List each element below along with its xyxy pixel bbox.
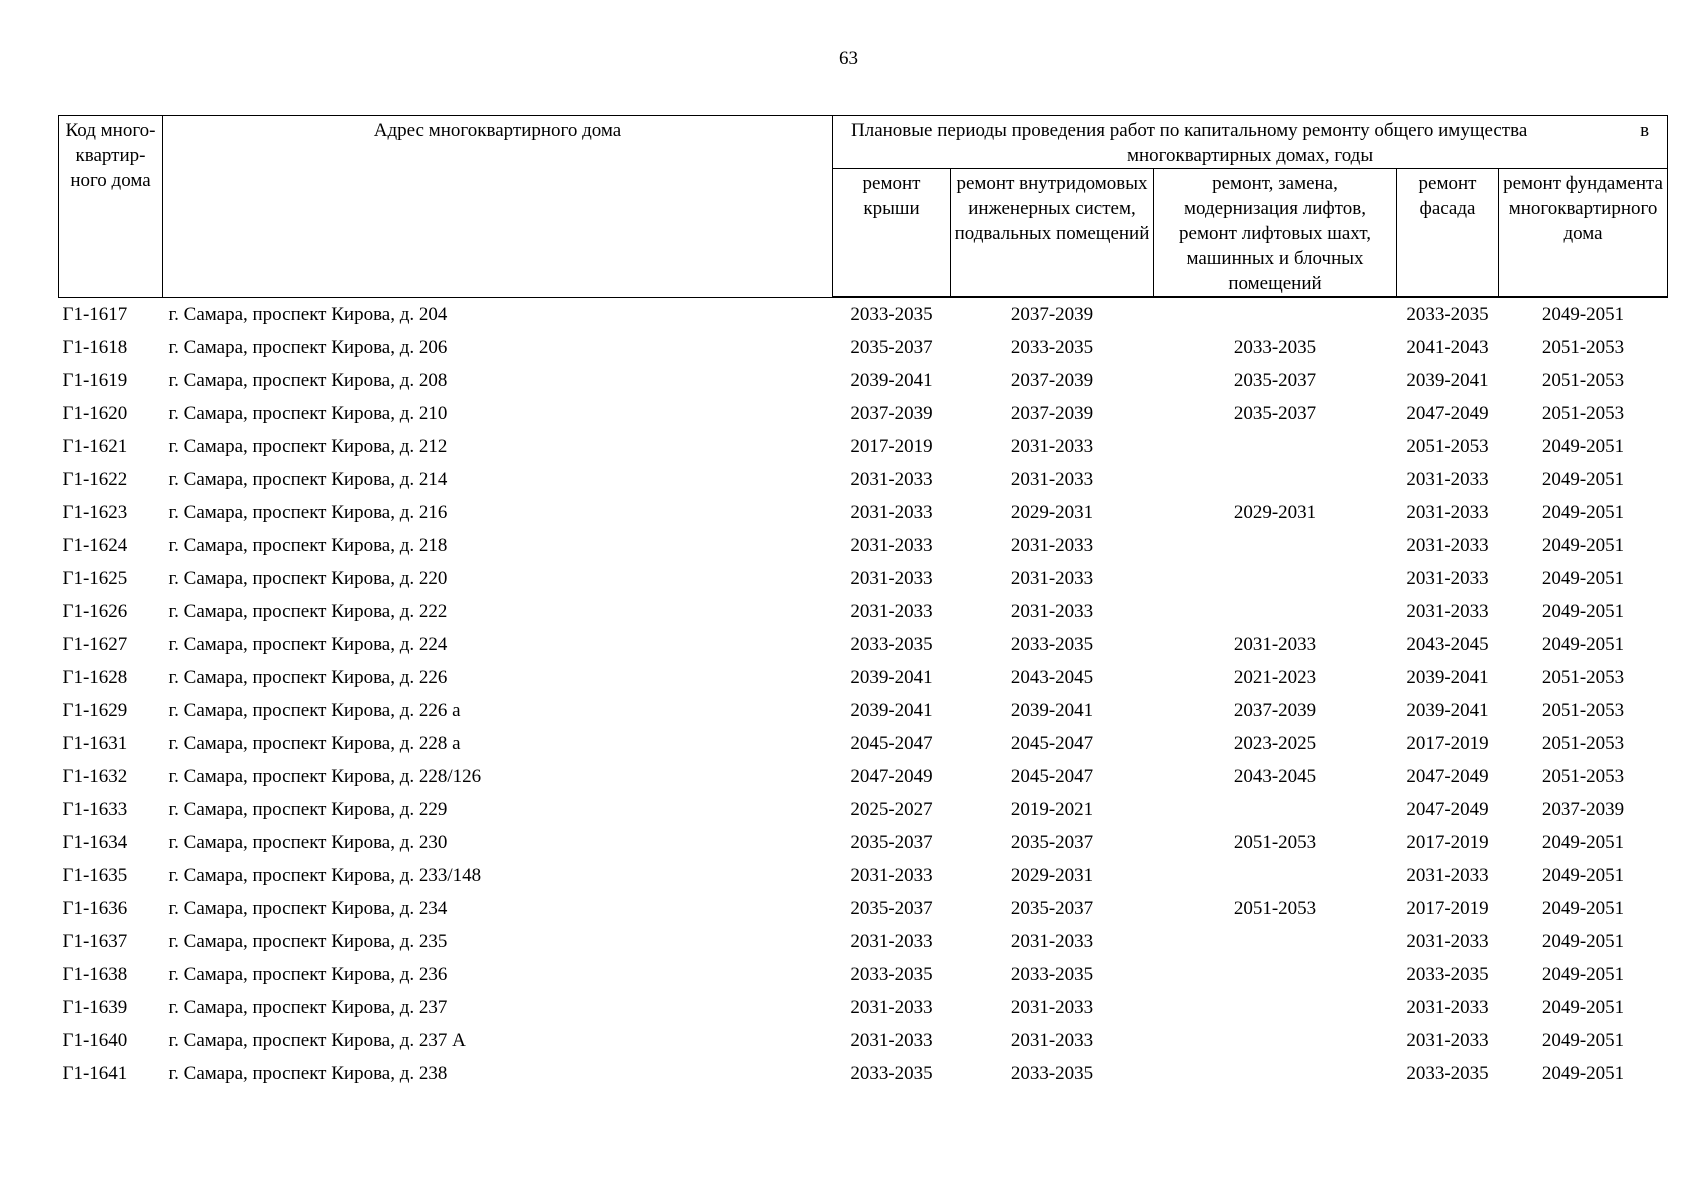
cell-lifts: 2033-2035 bbox=[1233, 337, 1317, 358]
cell-engineering: 2031-2033 bbox=[1010, 436, 1094, 457]
cell-lifts bbox=[1154, 463, 1397, 496]
cell-roof: 2025-2027 bbox=[850, 799, 933, 820]
cell-engineering: 2037-2039 bbox=[1010, 403, 1094, 424]
header-foundation: ремонт фундамента многоквартирного дома bbox=[1499, 169, 1668, 298]
cell-address: г. Самара, проспект Кирова, д. 204 bbox=[168, 303, 448, 325]
cell-foundation: 2037-2039 bbox=[1541, 799, 1625, 820]
cell-facade: 2039-2041 bbox=[1406, 370, 1489, 391]
cell-roof: 2039-2041 bbox=[850, 700, 933, 721]
cell-lifts: 2029-2031 bbox=[1233, 502, 1317, 523]
cell-facade: 2033-2035 bbox=[1406, 304, 1489, 325]
cell-facade: 2041-2043 bbox=[1406, 337, 1489, 358]
cell-roof: 2031-2033 bbox=[850, 1030, 933, 1051]
cell-address: г. Самара, проспект Кирова, д. 216 bbox=[168, 502, 448, 523]
cell-foundation: 2049-2051 bbox=[1541, 601, 1625, 622]
cell-address: г. Самара, проспект Кирова, д. 220 bbox=[168, 568, 448, 589]
cell-code: Г1-1620 bbox=[62, 403, 128, 424]
cell-facade: 2031-2033 bbox=[1406, 931, 1489, 952]
cell-facade: 2047-2049 bbox=[1406, 766, 1489, 787]
table-row bbox=[59, 595, 1668, 628]
cell-roof: 2035-2037 bbox=[850, 832, 933, 853]
cell-code: Г1-1641 bbox=[62, 1063, 128, 1084]
cell-lifts bbox=[1154, 595, 1397, 628]
header-lifts: ремонт, замена, модернизация лифтов, ремонт лифтовых шахт, машинных и блочных помещений bbox=[1154, 169, 1397, 298]
cell-code: Г1-1621 bbox=[62, 436, 128, 457]
cell-address: г. Самара, проспект Кирова, д. 238 bbox=[168, 1063, 448, 1084]
cell-facade: 2031-2033 bbox=[1406, 535, 1489, 556]
header-planned-periods-line2: многоквартирных домах, годы bbox=[1126, 145, 1374, 166]
cell-facade: 2031-2033 bbox=[1406, 502, 1489, 523]
table-row bbox=[59, 661, 1668, 694]
cell-code: Г1-1634 bbox=[62, 832, 128, 853]
cell-engineering: 2039-2041 bbox=[1010, 700, 1094, 721]
cell-foundation: 2049-2051 bbox=[1541, 898, 1625, 919]
table-row bbox=[59, 529, 1668, 562]
cell-roof: 2031-2033 bbox=[850, 931, 933, 952]
cell-address: г. Самара, проспект Кирова, д. 214 bbox=[168, 469, 448, 490]
table-row bbox=[59, 760, 1668, 793]
cell-address: г. Самара, проспект Кирова, д. 226 а bbox=[168, 700, 461, 721]
header-facade: ремонт фасада bbox=[1397, 169, 1499, 298]
cell-foundation: 2049-2051 bbox=[1541, 865, 1625, 886]
table-row bbox=[59, 496, 1668, 529]
cell-address: г. Самара, проспект Кирова, д. 224 bbox=[168, 634, 448, 655]
cell-foundation: 2049-2051 bbox=[1541, 1030, 1625, 1051]
cell-address: г. Самара, проспект Кирова, д. 206 bbox=[168, 337, 448, 358]
cell-facade: 2047-2049 bbox=[1406, 403, 1489, 424]
cell-engineering: 2037-2039 bbox=[1010, 304, 1094, 325]
cell-lifts: 2043-2045 bbox=[1233, 766, 1317, 787]
cell-facade: 2051-2053 bbox=[1406, 436, 1489, 457]
header-engineering: ремонт внутридомовых инженерных систем, подвальных помещений bbox=[951, 169, 1154, 298]
cell-code: Г1-1633 bbox=[62, 799, 128, 820]
cell-address: г. Самара, проспект Кирова, д. 228 а bbox=[168, 733, 461, 754]
table-header bbox=[59, 116, 1668, 298]
cell-facade: 2031-2033 bbox=[1406, 469, 1489, 490]
cell-lifts bbox=[1154, 991, 1397, 1024]
cell-roof: 2035-2037 bbox=[850, 898, 933, 919]
cell-lifts: 2051-2053 bbox=[1233, 898, 1317, 919]
cell-engineering: 2035-2037 bbox=[1010, 832, 1094, 853]
table-row bbox=[59, 628, 1668, 661]
cell-lifts bbox=[1154, 297, 1397, 331]
cell-engineering: 2031-2033 bbox=[1010, 1030, 1094, 1051]
cell-lifts: 2037-2039 bbox=[1233, 700, 1317, 721]
cell-address: г. Самара, проспект Кирова, д. 222 bbox=[168, 601, 448, 622]
cell-facade: 2031-2033 bbox=[1406, 568, 1489, 589]
cell-foundation: 2049-2051 bbox=[1541, 469, 1625, 490]
cell-address: г. Самара, проспект Кирова, д. 237 А bbox=[168, 1030, 466, 1051]
cell-address: г. Самара, проспект Кирова, д. 208 bbox=[168, 370, 448, 391]
cell-lifts bbox=[1154, 1057, 1397, 1090]
cell-engineering: 2031-2033 bbox=[1010, 931, 1094, 952]
cell-engineering: 2031-2033 bbox=[1010, 601, 1094, 622]
cell-roof: 2047-2049 bbox=[850, 766, 933, 787]
cell-lifts: 2051-2053 bbox=[1233, 832, 1317, 853]
cell-address: г. Самара, проспект Кирова, д. 234 bbox=[168, 898, 448, 919]
cell-foundation: 2049-2051 bbox=[1541, 502, 1625, 523]
cell-engineering: 2031-2033 bbox=[1010, 568, 1094, 589]
cell-engineering: 2031-2033 bbox=[1010, 997, 1094, 1018]
cell-code: Г1-1629 bbox=[62, 700, 128, 721]
cell-address: г. Самара, проспект Кирова, д. 218 bbox=[168, 535, 448, 556]
cell-code: Г1-1639 bbox=[62, 997, 128, 1018]
cell-roof: 2031-2033 bbox=[850, 601, 933, 622]
cell-facade: 2043-2045 bbox=[1406, 634, 1489, 655]
cell-code: Г1-1618 bbox=[62, 337, 128, 358]
cell-foundation: 2049-2051 bbox=[1541, 634, 1625, 655]
cell-address: г. Самара, проспект Кирова, д. 210 bbox=[168, 403, 448, 424]
table-row bbox=[59, 859, 1668, 892]
cell-roof: 2039-2041 bbox=[850, 370, 933, 391]
cell-address: г. Самара, проспект Кирова, д. 212 bbox=[168, 436, 448, 457]
capital-repair-table bbox=[58, 115, 1668, 1090]
cell-code: Г1-1619 bbox=[62, 370, 128, 391]
header-roof: ремонт крыши bbox=[833, 169, 951, 298]
cell-engineering: 2045-2047 bbox=[1010, 733, 1094, 754]
table-row bbox=[59, 430, 1668, 463]
table-row bbox=[59, 991, 1668, 1024]
cell-lifts bbox=[1154, 925, 1397, 958]
cell-roof: 2031-2033 bbox=[850, 535, 933, 556]
cell-facade: 2033-2035 bbox=[1406, 1063, 1489, 1084]
cell-lifts bbox=[1154, 430, 1397, 463]
cell-lifts: 2031-2033 bbox=[1233, 634, 1317, 655]
cell-code: Г1-1636 bbox=[62, 898, 128, 919]
cell-lifts bbox=[1154, 859, 1397, 892]
table-row bbox=[59, 331, 1668, 364]
table-row bbox=[59, 1057, 1668, 1090]
cell-facade: 2031-2033 bbox=[1406, 601, 1489, 622]
table-row bbox=[59, 892, 1668, 925]
cell-roof: 2031-2033 bbox=[850, 865, 933, 886]
table-row bbox=[59, 958, 1668, 991]
cell-code: Г1-1622 bbox=[62, 469, 128, 490]
table-row bbox=[59, 694, 1668, 727]
cell-engineering: 2033-2035 bbox=[1010, 337, 1094, 358]
cell-roof: 2033-2035 bbox=[850, 964, 933, 985]
cell-code: Г1-1627 bbox=[62, 634, 128, 655]
cell-foundation: 2051-2053 bbox=[1541, 403, 1625, 424]
cell-roof: 2033-2035 bbox=[850, 304, 933, 325]
table-row bbox=[59, 562, 1668, 595]
cell-code: Г1-1626 bbox=[62, 601, 128, 622]
cell-foundation: 2049-2051 bbox=[1541, 997, 1625, 1018]
cell-engineering: 2029-2031 bbox=[1010, 865, 1094, 886]
header-planned-periods-line1: Плановые периоды проведения работ по капитальному ремонту общего имущества bbox=[851, 120, 1528, 141]
cell-code: Г1-1624 bbox=[62, 535, 128, 556]
cell-code: Г1-1638 bbox=[62, 964, 128, 985]
cell-code: Г1-1635 bbox=[62, 865, 128, 886]
cell-address: г. Самара, проспект Кирова, д. 233/148 bbox=[168, 865, 482, 886]
cell-roof: 2033-2035 bbox=[850, 634, 933, 655]
cell-address: г. Самара, проспект Кирова, д. 228/126 bbox=[168, 766, 482, 787]
cell-engineering: 2043-2045 bbox=[1010, 667, 1094, 688]
cell-address: г. Самара, проспект Кирова, д. 237 bbox=[168, 997, 448, 1018]
table-row bbox=[59, 1024, 1668, 1057]
cell-engineering: 2031-2033 bbox=[1010, 469, 1094, 490]
cell-code: Г1-1623 bbox=[62, 502, 128, 523]
cell-foundation: 2051-2053 bbox=[1541, 700, 1625, 721]
cell-roof: 2033-2035 bbox=[850, 1063, 933, 1084]
cell-lifts bbox=[1154, 793, 1397, 826]
header-code: Код много-квартир-ного дома bbox=[59, 116, 163, 298]
cell-lifts: 2021-2023 bbox=[1233, 667, 1317, 688]
cell-facade: 2031-2033 bbox=[1406, 1030, 1489, 1051]
header-address: Адрес многоквартирного дома bbox=[163, 116, 833, 298]
cell-address: г. Самара, проспект Кирова, д. 230 bbox=[168, 832, 448, 853]
cell-address: г. Самара, проспект Кирова, д. 235 bbox=[168, 931, 448, 952]
cell-address: г. Самара, проспект Кирова, д. 236 bbox=[168, 964, 448, 985]
table-row bbox=[59, 364, 1668, 397]
cell-facade: 2039-2041 bbox=[1406, 667, 1489, 688]
cell-roof: 2017-2019 bbox=[850, 436, 933, 457]
cell-roof: 2039-2041 bbox=[850, 667, 933, 688]
cell-code: Г1-1637 bbox=[62, 931, 128, 952]
cell-foundation: 2049-2051 bbox=[1541, 1063, 1625, 1084]
cell-code: Г1-1631 bbox=[62, 733, 128, 754]
cell-foundation: 2051-2053 bbox=[1541, 337, 1625, 358]
cell-roof: 2031-2033 bbox=[850, 568, 933, 589]
cell-lifts bbox=[1154, 562, 1397, 595]
cell-foundation: 2049-2051 bbox=[1541, 832, 1625, 853]
table-row bbox=[59, 826, 1668, 859]
cell-foundation: 2049-2051 bbox=[1541, 931, 1625, 952]
cell-engineering: 2033-2035 bbox=[1010, 1063, 1094, 1084]
table-row bbox=[59, 925, 1668, 958]
cell-code: Г1-1628 bbox=[62, 667, 128, 688]
cell-foundation: 2049-2051 bbox=[1541, 436, 1625, 457]
cell-facade: 2017-2019 bbox=[1406, 733, 1489, 754]
page-number: 63 bbox=[839, 48, 858, 69]
table-row bbox=[59, 463, 1668, 496]
cell-address: г. Самара, проспект Кирова, д. 229 bbox=[168, 799, 448, 820]
cell-engineering: 2033-2035 bbox=[1010, 964, 1094, 985]
cell-foundation: 2049-2051 bbox=[1541, 964, 1625, 985]
table-row bbox=[59, 297, 1668, 331]
cell-facade: 2033-2035 bbox=[1406, 964, 1489, 985]
cell-facade: 2017-2019 bbox=[1406, 898, 1489, 919]
cell-roof: 2037-2039 bbox=[850, 403, 933, 424]
table-row bbox=[59, 793, 1668, 826]
cell-foundation: 2049-2051 bbox=[1541, 304, 1625, 325]
cell-foundation: 2051-2053 bbox=[1541, 766, 1625, 787]
cell-engineering: 2029-2031 bbox=[1010, 502, 1094, 523]
cell-code: Г1-1625 bbox=[62, 568, 128, 589]
cell-facade: 2039-2041 bbox=[1406, 700, 1489, 721]
cell-foundation: 2051-2053 bbox=[1541, 370, 1625, 391]
cell-engineering: 2019-2021 bbox=[1010, 799, 1094, 820]
header-planned-periods-line1-end: в bbox=[1640, 120, 1650, 141]
cell-code: Г1-1632 bbox=[62, 766, 128, 787]
cell-roof: 2031-2033 bbox=[850, 997, 933, 1018]
cell-code: Г1-1640 bbox=[62, 1030, 128, 1051]
cell-code: Г1-1617 bbox=[62, 303, 128, 325]
cell-facade: 2031-2033 bbox=[1406, 997, 1489, 1018]
table-row bbox=[59, 727, 1668, 760]
table-row bbox=[59, 397, 1668, 430]
cell-roof: 2031-2033 bbox=[850, 502, 933, 523]
table-body bbox=[59, 297, 1668, 1090]
cell-facade: 2047-2049 bbox=[1406, 799, 1489, 820]
cell-lifts: 2035-2037 bbox=[1233, 403, 1317, 424]
cell-engineering: 2035-2037 bbox=[1010, 898, 1094, 919]
header-planned-periods bbox=[833, 116, 1668, 169]
cell-facade: 2031-2033 bbox=[1406, 865, 1489, 886]
cell-facade: 2017-2019 bbox=[1406, 832, 1489, 853]
cell-roof: 2035-2037 bbox=[850, 337, 933, 358]
cell-foundation: 2051-2053 bbox=[1541, 667, 1625, 688]
cell-lifts: 2023-2025 bbox=[1233, 733, 1317, 754]
cell-engineering: 2033-2035 bbox=[1010, 634, 1094, 655]
cell-roof: 2031-2033 bbox=[850, 469, 933, 490]
cell-lifts bbox=[1154, 958, 1397, 991]
cell-foundation: 2051-2053 bbox=[1541, 733, 1625, 754]
cell-foundation: 2049-2051 bbox=[1541, 568, 1625, 589]
cell-roof: 2045-2047 bbox=[850, 733, 933, 754]
cell-lifts bbox=[1154, 1024, 1397, 1057]
cell-address: г. Самара, проспект Кирова, д. 226 bbox=[168, 667, 448, 688]
cell-foundation: 2049-2051 bbox=[1541, 535, 1625, 556]
cell-engineering: 2045-2047 bbox=[1010, 766, 1094, 787]
cell-engineering: 2037-2039 bbox=[1010, 370, 1094, 391]
cell-lifts: 2035-2037 bbox=[1233, 370, 1317, 391]
cell-engineering: 2031-2033 bbox=[1010, 535, 1094, 556]
cell-lifts bbox=[1154, 529, 1397, 562]
